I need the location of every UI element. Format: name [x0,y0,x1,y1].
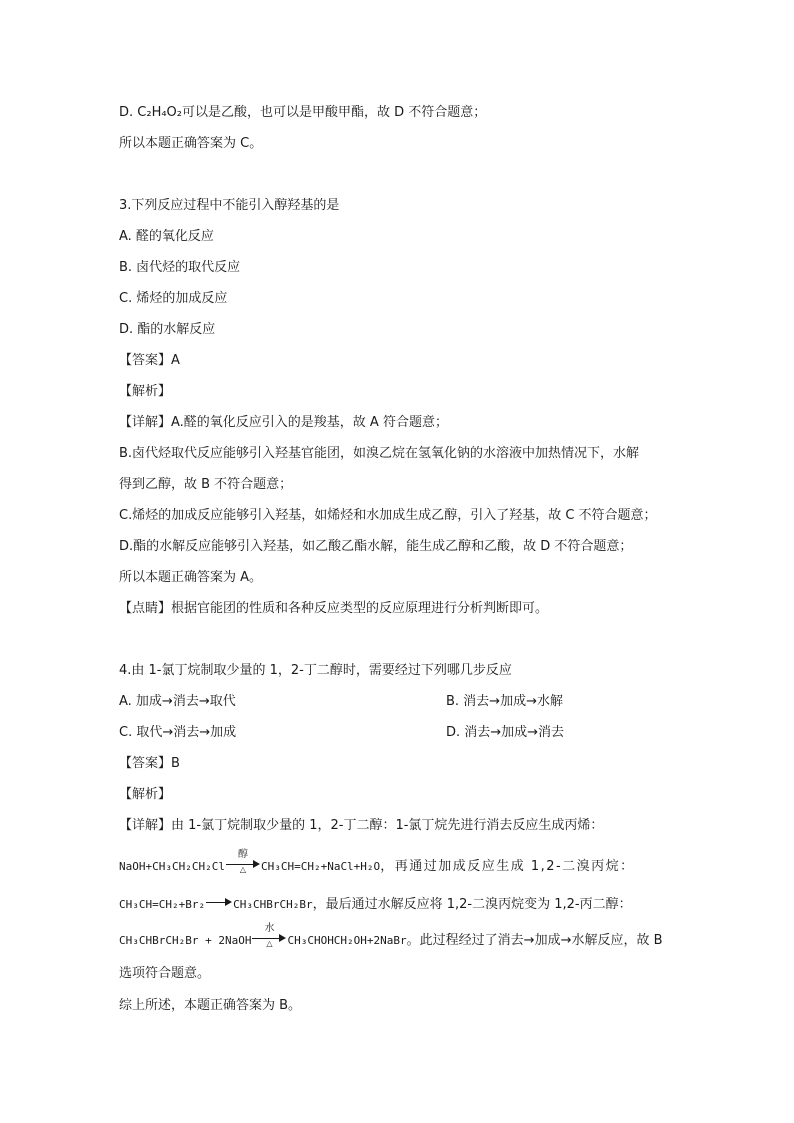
answer-label: 【答案】B [119,756,180,771]
option-a: A. 醛的氧化反应 [119,229,214,244]
option-a: A. 加成→消去→取代 [119,694,236,709]
key-point: 【点睛】根据官能团的性质和各种反应类型的反应原理进行分析判断即可。 [119,601,549,616]
text-line: 综上所述，本题正确答案为 B。 [119,998,302,1013]
answer-label: 【答案】A [119,353,180,368]
text-line: 【详解】由 1-氯丁烷制取少量的 1，2-丁二醇：1-氯丁烷先进行消去反应生成丙烯： [119,818,604,833]
text-line: 得到乙醇，故 B 不符合题意； [119,477,293,492]
equation-line-3 [119,923,663,951]
text-line: C.烯烃的加成反应能够引入羟基，如烯烃和水加成生成乙醇，引入了羟基，故 C 不符合题意； [119,508,657,523]
products: CH₃CHBrCH₂Br [233,898,313,911]
option-d: D. 消去→加成→消去 [446,725,565,740]
reactants: NaOH+CH₃CH₂CH₂Cl [119,860,225,873]
products: CH₃CHOHCH₂OH+2NaBr [287,934,407,947]
reactants: CH₃CH=CH₂+Br₂ [119,898,206,911]
equation-line-1 [119,849,635,877]
text-line: 。此过程经过了消去→加成→水解反应，故 B [406,933,663,948]
question-4-title: 4.由 1-氯丁烷制取少量的 1，2-丁二醇时，需要经过下列哪几步反应 [119,663,512,678]
option-c: C. 烯烃的加成反应 [119,291,228,306]
option-b: B. 卤代烃的取代反应 [119,260,241,275]
option-d: D. 酯的水解反应 [119,322,216,337]
reaction-arrow-icon: 水 △ [252,929,286,947]
text-line: 所以本题正确答案为 C。 [119,136,263,151]
text-line: B.卤代烃取代反应能够引入羟基官能团，如溴乙烷在氢氧化钠的水溶液中加热情况下，水解 [119,446,640,461]
text-line: ，最后通过水解反应将 1,2-二溴丙烷变为 1,2-丙二醇： [312,897,632,912]
text-line: 选项符合题意。 [119,966,211,981]
reactants: CH₃CHBrCH₂Br + 2NaOH [119,934,252,947]
text-line: ，再通过加成反应生成 1,2-二溴丙烷： [380,859,635,874]
text-line: D. C₂H₄O₂可以是乙酸，也可以是甲酸甲酯，故 D 不符合题意； [119,105,487,120]
question-3-title: 3.下列反应过程中不能引入醇羟基的是 [119,198,340,213]
option-c: C. 取代→消去→加成 [119,725,237,740]
text-line: D.酯的水解反应能够引入羟基，如乙酸乙酯水解，能生成乙醇和乙酸，故 D 不符合题意； [119,539,633,554]
text-line: 所以本题正确答案为 A。 [119,570,263,585]
equation-line-2 [119,893,632,915]
analysis-label: 【解析】 [119,787,172,802]
text-line: 【详解】A.醛的氧化反应引入的是羧基，故 A 符合题意； [119,415,448,430]
reaction-arrow-icon [206,893,232,911]
analysis-label: 【解析】 [119,384,172,399]
products: CH₃CH=CH₂+NaCl+H₂O [260,860,381,873]
reaction-arrow-icon: 醇 △ [226,855,260,873]
option-b: B. 消去→加成→水解 [446,694,563,709]
